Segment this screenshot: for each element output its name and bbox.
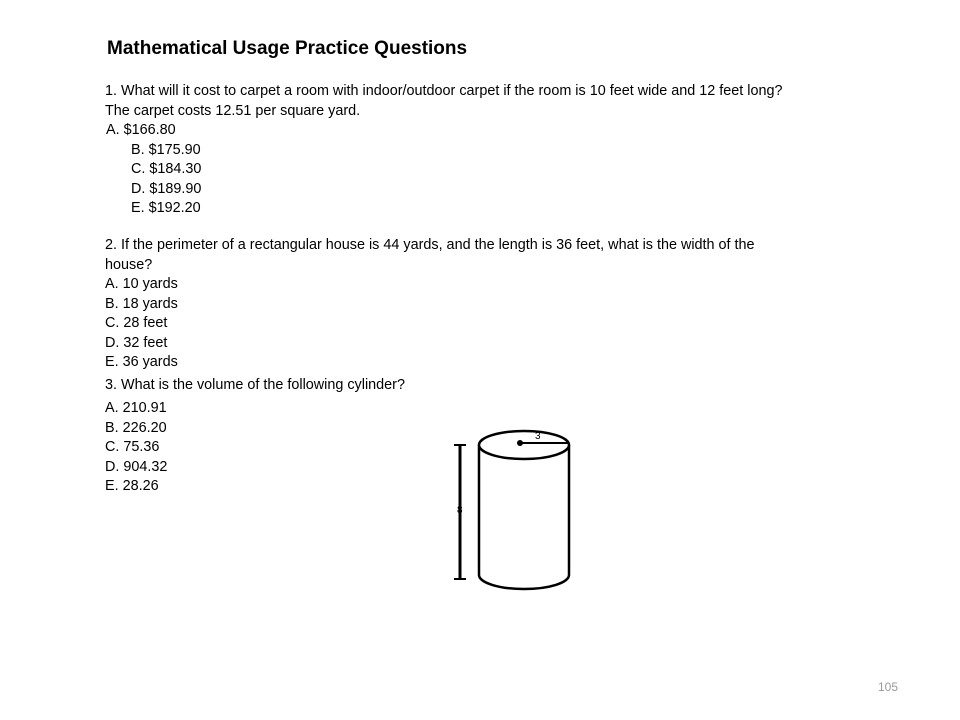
question-2-option-e: E. 36 yards bbox=[105, 354, 178, 370]
question-3-option-c: C. 75.36 bbox=[105, 439, 160, 455]
question-2-stem-line-2: house? bbox=[105, 256, 153, 273]
question-1-option-e: E. $192.20 bbox=[131, 200, 201, 216]
question-2-option-a: A. 10 yards bbox=[105, 276, 178, 292]
question-1-option-b: B. $175.90 bbox=[131, 141, 201, 158]
question-3-stem: 3. What is the volume of the following cylinder? bbox=[105, 377, 405, 393]
question-2-stem-line-1: 2. If the perimeter of a rectangular house is 44 yards, and the length is 36 feet, what is the width of the bbox=[105, 237, 755, 253]
page-title: Mathematical Usage Practice Questions bbox=[107, 38, 468, 59]
question-1-option-d: D. $189.90 bbox=[131, 180, 202, 197]
question-3-option-d: D. 904.32 bbox=[105, 458, 168, 475]
cylinder-figure bbox=[452, 420, 582, 595]
question-3-option-a: A. 210.91 bbox=[105, 400, 167, 416]
height-label: 8 bbox=[457, 505, 463, 516]
cylinder-top-ellipse bbox=[479, 431, 569, 459]
page-number: 105 bbox=[878, 680, 899, 694]
question-1-stem-line-1: 1. What will it cost to carpet a room with indoor/outdoor carpet if the room is 10 feet wide and 12 feet long? bbox=[105, 83, 783, 99]
question-3-option-e: E. 28.26 bbox=[105, 478, 159, 494]
radius-label: 3 bbox=[535, 431, 541, 442]
question-1 bbox=[105, 82, 875, 219]
question-2-option-c: C. 28 feet bbox=[105, 315, 168, 331]
question-1-option-c: C. $184.30 bbox=[131, 161, 202, 177]
question-3-options bbox=[105, 399, 167, 497]
question-1-stem-line-2: The carpet costs 12.51 per square yard. bbox=[105, 102, 361, 119]
question-3 bbox=[105, 376, 875, 396]
question-2-option-b: B. 18 yards bbox=[105, 295, 178, 312]
cylinder-bottom-arc bbox=[479, 575, 569, 589]
question-2 bbox=[105, 236, 875, 373]
question-2-option-d: D. 32 feet bbox=[105, 334, 168, 351]
question-3-option-b: B. 226.20 bbox=[105, 419, 167, 436]
question-1-option-a: A. $166.80 bbox=[106, 122, 176, 138]
